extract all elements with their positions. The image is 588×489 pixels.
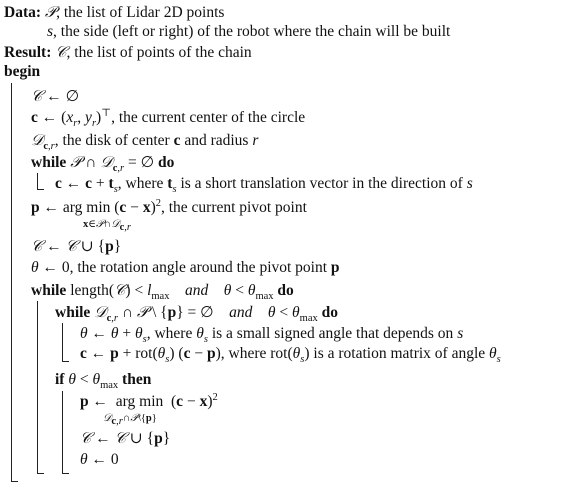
translate-desc2: is a short translation vector in the direction of bbox=[176, 175, 467, 192]
disk-desc: , the disk of center bbox=[54, 132, 174, 149]
pivot-line: p ← arg $\min (c - x)^2$, the current pivot point bbox=[31, 197, 307, 216]
disk-desc2: and radius bbox=[180, 132, 253, 149]
data-label: Data: bbox=[4, 4, 42, 21]
while-length-bar bbox=[37, 301, 44, 474]
center-line: c ← ($x_r$, $y_r)^⊤$, the current center of the circle bbox=[31, 107, 306, 130]
data-s-desc: , the side (left or right) of the robot where the chain will be built bbox=[53, 23, 451, 40]
theta-step-line: θ ← $\theta + \theta_s$, where $\theta_s$ is a small signed angle that depends on s bbox=[80, 325, 464, 346]
append-pivot-line: 𝒞 ← 𝒞 ∪ {p} bbox=[31, 237, 122, 255]
center-desc: , the current center of the circle bbox=[111, 109, 306, 126]
while-keyword: while bbox=[55, 304, 91, 321]
translate-desc: , where bbox=[117, 175, 168, 192]
rot-desc2: ) is a rotation matrix of angle bbox=[304, 345, 490, 362]
argmin-text: arg min bbox=[62, 199, 111, 216]
data-p-desc: , the list of Lidar 2D points bbox=[56, 4, 225, 21]
while-disk-bar bbox=[37, 173, 44, 190]
theta-init-desc: , the rotation angle around the pivot point bbox=[69, 259, 331, 276]
while-length-line: while length(𝒞) < $l_{max}$ and $\theta < \theta_{max}$ do bbox=[31, 281, 294, 303]
theta-init-line: θ ← 0, the rotation angle around the pivot point p bbox=[31, 259, 340, 276]
rotate-line: c ← $p + rot(\theta_s) (c - p)$, where $rot(\theta_s)$ is a rotation matrix of angle $\theta_s$ bbox=[80, 345, 501, 366]
theta-reset-line: θ ← 0 bbox=[80, 451, 119, 468]
theta-step-desc: , where bbox=[146, 325, 197, 342]
begin-block-bar bbox=[11, 83, 18, 482]
if-block-bar bbox=[62, 391, 69, 474]
do-keyword: do bbox=[157, 154, 175, 171]
pivot-subscript: x∈𝒫∩𝒟$_{c,r}$ bbox=[83, 218, 131, 234]
and-keyword: and bbox=[229, 304, 253, 321]
begin-keyword: begin bbox=[4, 63, 41, 80]
data-line: Data: 𝒫, the list of Lidar 2D points bbox=[4, 3, 225, 21]
do-keyword: do bbox=[321, 304, 338, 321]
do-keyword: do bbox=[277, 282, 294, 299]
pivot-desc: , the current pivot point bbox=[160, 199, 307, 216]
while-disk-line: while 𝒫 ∩ 𝒟$_{c,r}$ = ∅ do bbox=[31, 153, 175, 175]
begin-line bbox=[4, 62, 40, 82]
while-keyword: while bbox=[31, 282, 67, 299]
result-line: Result: 𝒞, the list of points of the chain bbox=[4, 43, 252, 61]
translate-line: c ← $c + t_s$, where $t_s$ is a short translation vector in the direction of s bbox=[55, 175, 473, 196]
disk-line: 𝒟$_{c,r}$, the disk of center c and radius r bbox=[31, 131, 259, 153]
while-rotate-line: while 𝒟$_{c,r}$ ∩ 𝒫 \ {p} = ∅ and $\theta < \theta_{max}$ do bbox=[55, 303, 338, 325]
argmin-text-2: arg min bbox=[115, 393, 164, 410]
theta-step-desc2: is a small signed angle that depends on bbox=[207, 325, 458, 342]
new-pivot-subscript: 𝒟$_{c,r}$∩𝒫\{p} bbox=[103, 412, 157, 428]
if-line: if $\theta < \theta_{max}$ then bbox=[55, 371, 152, 392]
result-label: Result: bbox=[4, 44, 52, 61]
result-desc: , the list of points of the chain bbox=[66, 44, 252, 61]
if-keyword: if bbox=[55, 371, 65, 388]
and-keyword: and bbox=[184, 282, 209, 299]
length-func: length( bbox=[70, 282, 115, 299]
then-keyword: then bbox=[122, 371, 152, 388]
data-s-line: s, the side (left or right) of the robot where the chain will be built bbox=[47, 23, 451, 40]
while-rotate-bar bbox=[62, 323, 69, 362]
new-pivot-line: p ← arg $\min (c - x)^2$ bbox=[80, 391, 218, 410]
init-chain-line: 𝒞 ← ∅ bbox=[31, 87, 80, 105]
rot-func: rot( bbox=[135, 345, 158, 362]
rot-desc: , where rot( bbox=[220, 345, 293, 362]
append-pivot-line-2: 𝒞 ← 𝒞 ∪ {p} bbox=[80, 429, 171, 447]
while-keyword: while bbox=[31, 154, 67, 171]
